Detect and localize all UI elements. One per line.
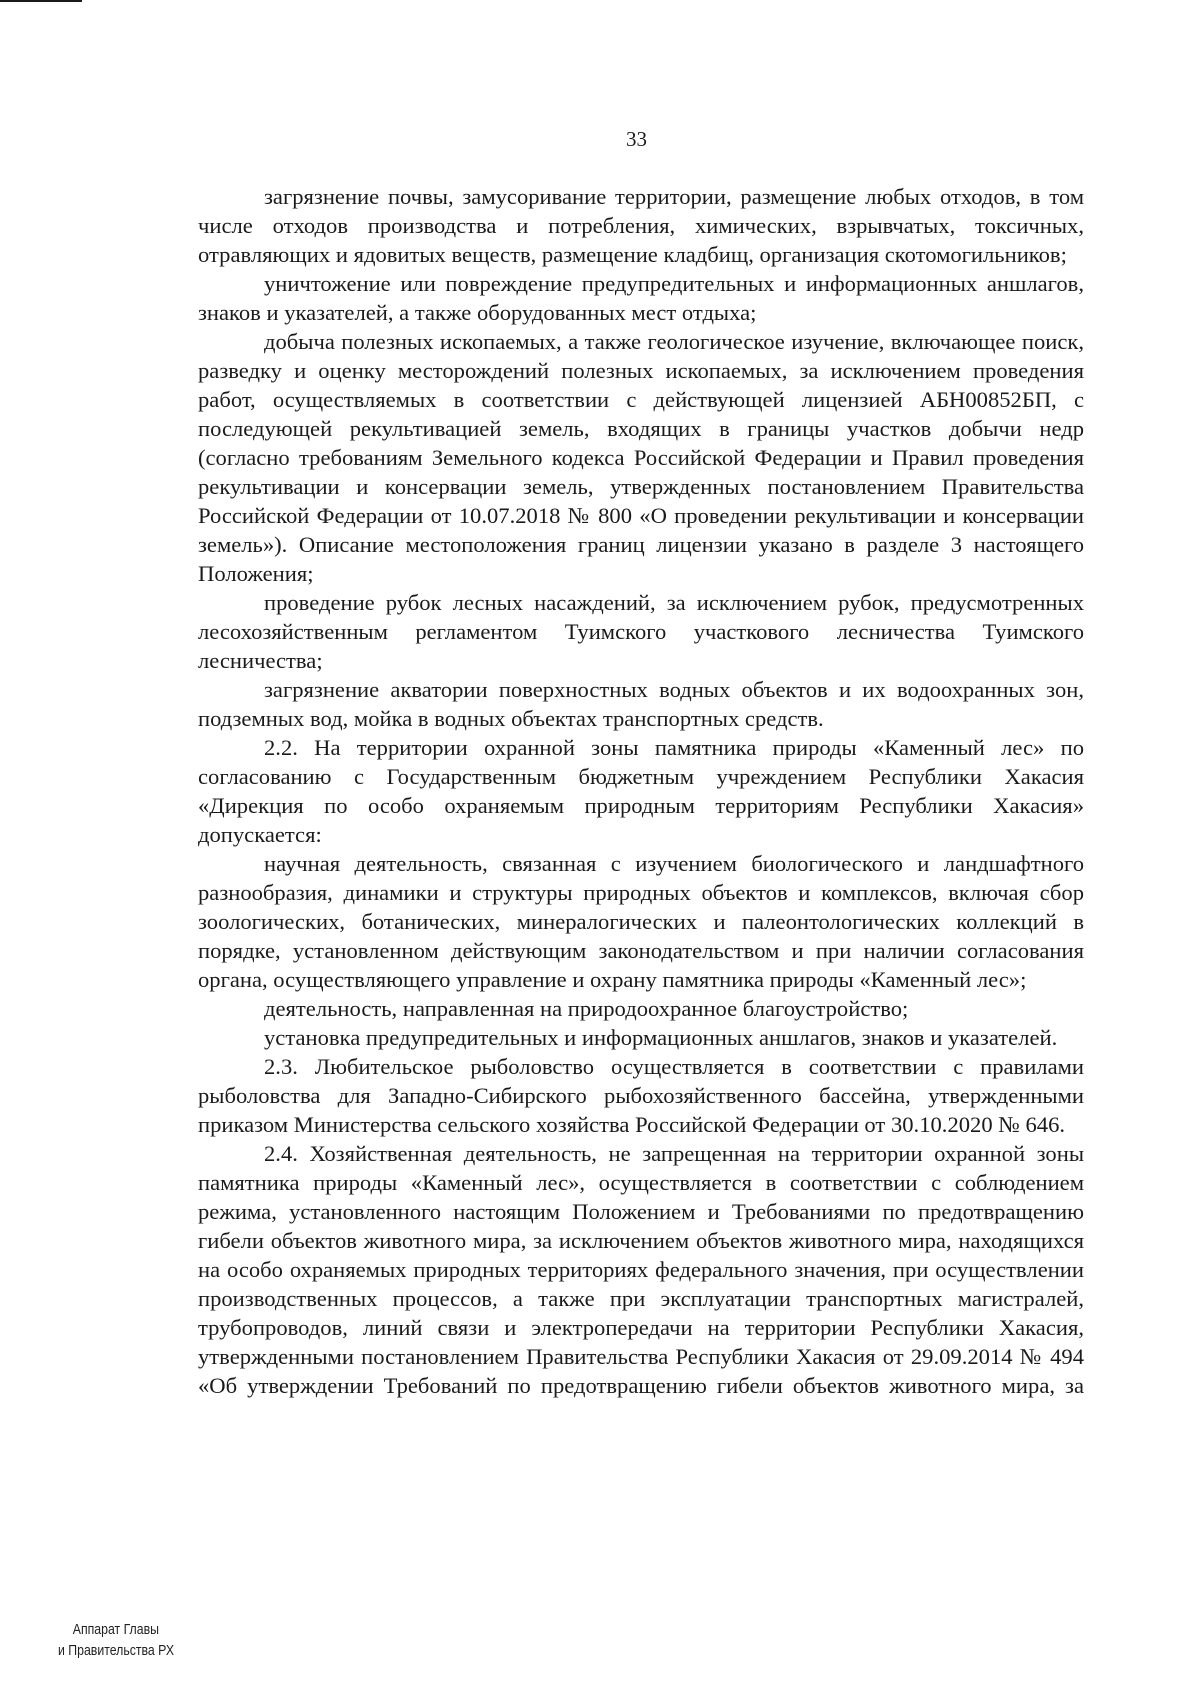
paragraph-improvement: деятельность, направленная на природоохранное благоустройство; [264, 996, 909, 1021]
paragraph-section-2-3: 2.3. Любительское рыболовство осуществляется в соответствии с правилами рыболовства для Западно-Сибирского рыбохозяйственного бассейна, утвержденными приказом Министерства сельского хозяйства Российской Федерации от 30.10.2020 № 646. [198, 1054, 1084, 1137]
stamp-line-1: Аппарат Главы [72, 1621, 159, 1638]
paragraph-science: научная деятельность, связанная с изучением биологического и ландшафтного разнообразия, динамики и структуры природных объектов и комплексов, включая сбор зоологических, ботанических, минералогических и палеонтологических коллекций в порядке, установленном действующим законодательством и при наличии согласования органа, осуществляющего управление и охрану памятника природы «Каменный лес»; [198, 851, 1084, 992]
office-stamp [58, 1619, 174, 1661]
scan-corner-mark [0, 0, 82, 2]
paragraph-pollution: загрязнение почвы, замусоривание территории, размещение любых отходов, в том числе отходов производства и потребления, химических, взрывчатых, токсичных, отравляющих и ядовитых веществ, размещение кладбищ, организация скотомогильников; [198, 184, 1084, 267]
stamp-line-2: и Правительства РХ [58, 1642, 175, 1659]
paragraph-signs-destruction: уничтожение или повреждение предупредительных и информационных аншлагов, знаков и указателей, а также оборудованных мест отдыха; [198, 271, 1084, 325]
paragraph-section-2-2: 2.2. На территории охранной зоны памятника природы «Каменный лес» по согласованию с Государственным бюджетным учреждением Республики Хакасия «Дирекция по особо охраняемым природным территориям Республики Хакасия» допускается: [198, 735, 1084, 847]
paragraph-signs-installation: установка предупредительных и информационных аншлагов, знаков и указателей. [264, 1025, 1058, 1050]
paragraph-mining: добыча полезных ископаемых, а также геологическое изучение, включающее поиск, разведку и оценку месторождений полезных ископаемых, за исключением проведения работ, осуществляемых в соответствии с действующей лицензией АБН00852БП, с последующей рекультивацией земель, входящих в границы участков добычи недр (согласно требованиям Земельного кодекса Российской Федерации и Правил проведения рекультивации и консервации земель, утвержденных постановлением Правительства Российской Федерации от 10.07.2018 № 800 «О проведении рекультивации и консервации земель»). Описание местоположения границ лицензии указано в разделе 3 настоящего Положения; [198, 329, 1084, 586]
document-body [198, 182, 1084, 1400]
paragraph-section-2-4: 2.4. Хозяйственная деятельность, не запрещенная на территории охранной зоны памятника природы «Каменный лес», осуществляется в соответствии с соблюдением режима, установленного настоящим Положением и Требованиями по предотвращению гибели объектов животного мира, за исключением объектов животного мира, находящихся на особо охраняемых природных территориях федерального значения, при осуществлении производственных процессов, а также при эксплуатации транспортных магистралей, трубопроводов, линий связи и электропередачи на территории Республики Хакасия, утвержденными постановлением Правительства Республики Хакасия от 29.09.2014 № 494 «Об утверждении Требований по предотвращению гибели объектов животного мира, за [198, 1141, 1084, 1398]
paragraph-logging: проведение рубок лесных насаждений, за исключением рубок, предусмотренных лесохозяйственным регламентом Туимского участкового лесничества Туимского лесничества; [198, 590, 1084, 673]
page-number: 33 [626, 127, 647, 151]
paragraph-water-pollution: загрязнение акватории поверхностных водных объектов и их водоохранных зон, подземных вод, мойка в водных объектах транспортных средств. [198, 677, 1084, 731]
